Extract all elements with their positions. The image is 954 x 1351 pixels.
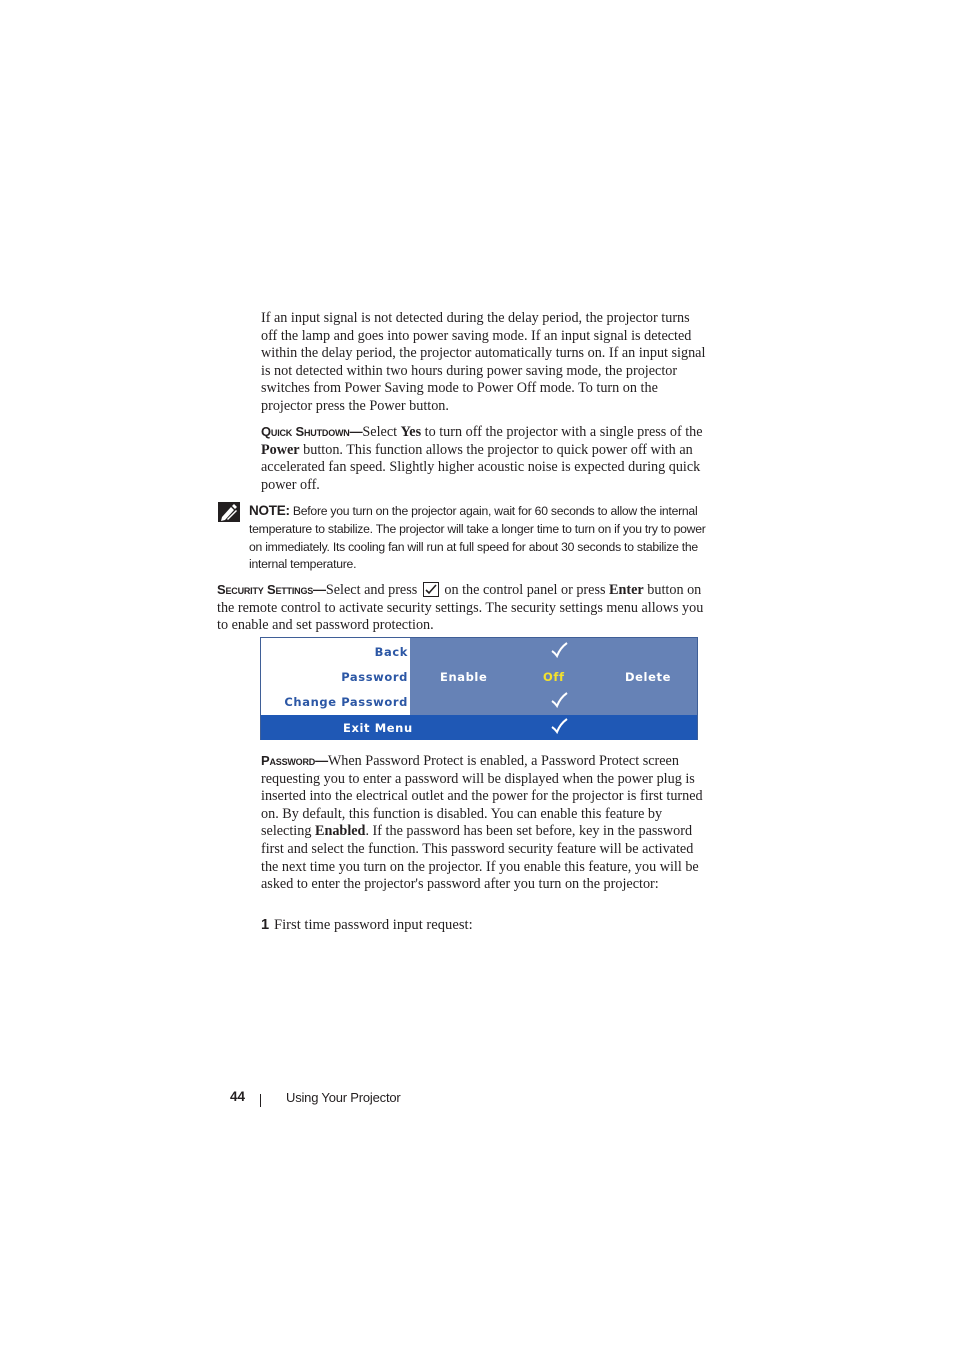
note-label: NOTE: bbox=[249, 503, 290, 518]
security-settings-menu bbox=[260, 637, 698, 740]
enter-keyword: Enter bbox=[609, 582, 644, 598]
step-number: 1 bbox=[261, 917, 270, 933]
note-body: Before you turn on the projector again, wait for 60 seconds to allow the internal temperature to stabilize. The projector will take a longer time to turn on if you try to power on immediately. Its cooling fan will run at full speed for about 30 seconds to stabilize the internal temperature. bbox=[249, 504, 706, 572]
quick-shutdown-text-2: to turn off the projector with a single press of the bbox=[421, 424, 703, 440]
enabled-keyword: Enabled bbox=[314, 823, 366, 840]
menu-label-change-password: Change Password bbox=[284, 695, 408, 709]
menu-label-back: Back bbox=[374, 645, 408, 659]
password-text-1: When Password Protect is enabled, a Password Protect screen requesting you to enter a password will be displayed when the power plug is inserted into the electrical outlet and the power for the projector is first turned on. By default, this function is disabled. You can enable this feature by selecting bbox=[261, 753, 703, 840]
yes-keyword: Yes bbox=[400, 424, 422, 440]
step-text: First time password input request: bbox=[274, 917, 473, 933]
menu-row-exit[interactable] bbox=[261, 715, 697, 740]
quick-shutdown-heading: Quick Shutdown— bbox=[261, 424, 363, 439]
quick-shutdown-text-1: Select bbox=[362, 424, 401, 440]
check-icon bbox=[550, 718, 568, 734]
security-text-2: on the control panel or press bbox=[440, 582, 610, 598]
quick-shutdown-text-3: button. This function allows the projector to quick power off with an accelerated fan speed. Slightly higher acoustic noise is expected during quick power off. bbox=[261, 441, 701, 493]
power-keyword: Power bbox=[261, 441, 300, 458]
security-text-1: Select and press bbox=[325, 582, 421, 598]
password-text-2: . If the password has been set before, key in the password first and select the function. This password security feature will be activated the next time you turn on the projector. If you enable this feature, you will be asked to enter the projector's password after you turn on the projector: bbox=[261, 823, 699, 893]
menu-label-password: Password bbox=[341, 670, 408, 684]
security-text-3: button on the remote control to activate security settings. The security settings menu allows you to enable and set password protection. bbox=[217, 582, 704, 634]
security-settings-paragraph bbox=[217, 581, 707, 635]
password-paragraph bbox=[261, 752, 707, 894]
footer-section-title: Using Your Projector bbox=[286, 1090, 401, 1105]
quick-shutdown-paragraph bbox=[261, 423, 707, 494]
password-heading: Password— bbox=[261, 753, 328, 768]
security-settings-heading: Security Settings— bbox=[217, 582, 326, 597]
menu-label-exit: Exit Menu bbox=[343, 721, 413, 735]
password-option-enable[interactable]: Enable bbox=[440, 670, 488, 684]
menu-row-back[interactable] bbox=[261, 639, 697, 664]
check-icon bbox=[550, 642, 568, 658]
intro-paragraph: If an input signal is not detected during the delay period, the projector turns off the lamp and goes into power saving mode. If an input signal is detected within the delay period, the projector automatically turns on. If an input signal is not detected within two hours during power saving mode, the projector switches from Power Saving mode to Power Off mode. To turn on the projector press the Power button. bbox=[261, 310, 706, 414]
password-option-delete[interactable]: Delete bbox=[625, 670, 671, 684]
select-button-icon bbox=[423, 582, 439, 597]
menu-row-change-password[interactable] bbox=[261, 689, 697, 714]
step-1 bbox=[261, 917, 707, 935]
check-icon bbox=[550, 692, 568, 708]
page-number: 44 bbox=[230, 1089, 246, 1104]
note-pencil-icon bbox=[218, 502, 240, 522]
footer-divider bbox=[260, 1094, 261, 1107]
menu-row-password[interactable] bbox=[261, 664, 697, 689]
password-option-off[interactable]: Off bbox=[543, 670, 565, 684]
note-text bbox=[249, 502, 709, 574]
